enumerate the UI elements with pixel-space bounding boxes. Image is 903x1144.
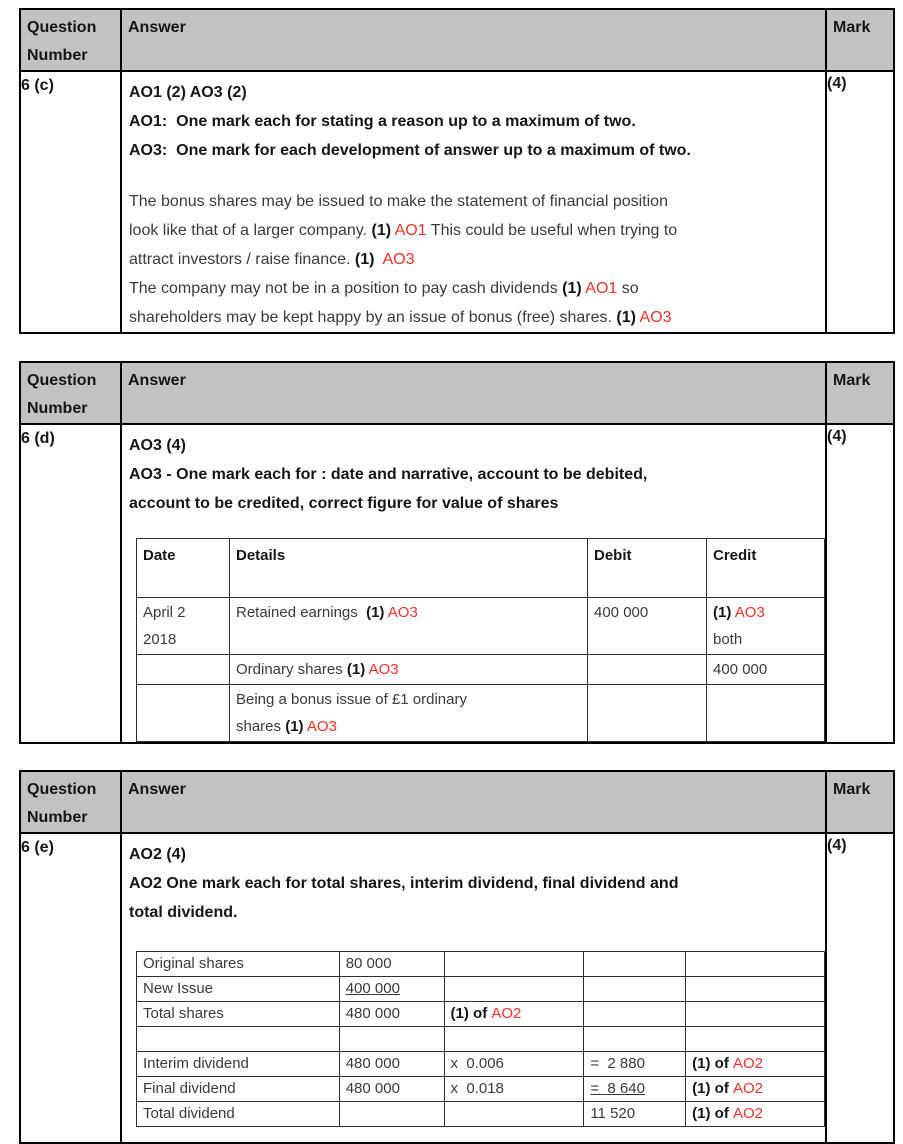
text-segment: The company may not be in a position to pay cash dividends bbox=[129, 280, 563, 297]
table-cell bbox=[137, 952, 340, 977]
table-cell bbox=[686, 1102, 825, 1127]
text-line bbox=[590, 1053, 679, 1074]
text-line bbox=[129, 274, 825, 303]
text-line bbox=[143, 1078, 333, 1099]
text-segment: (1) bbox=[346, 661, 366, 678]
text-line bbox=[236, 599, 581, 626]
text-segment: Retained earnings bbox=[236, 604, 367, 621]
table-cell bbox=[584, 1102, 686, 1127]
table-cell bbox=[588, 655, 707, 685]
text-line bbox=[713, 626, 818, 653]
text-segment: shares bbox=[236, 718, 286, 735]
text-segment: AO2 One mark each for total shares, interim dividend, final dividend and bbox=[129, 875, 679, 892]
text-segment: total dividend. bbox=[129, 904, 238, 921]
text-line bbox=[236, 713, 581, 740]
answer-cell-6e bbox=[121, 833, 826, 1143]
text-line bbox=[346, 1003, 438, 1024]
text-line bbox=[129, 869, 825, 898]
table-cell bbox=[137, 1102, 340, 1127]
answer-header: Answer bbox=[121, 9, 826, 71]
table-row bbox=[20, 424, 894, 743]
text-line bbox=[143, 626, 223, 653]
text-line bbox=[451, 1078, 578, 1099]
text-segment: Total dividend bbox=[143, 1105, 235, 1122]
text-line bbox=[346, 1053, 438, 1074]
text-segment: (1) of bbox=[692, 1105, 733, 1122]
text-segment: 80 000 bbox=[345, 955, 392, 972]
table-cell bbox=[339, 1002, 444, 1027]
table-cell bbox=[230, 685, 588, 742]
question-number-6c: 6 (c) bbox=[20, 71, 121, 333]
text-line bbox=[129, 460, 825, 489]
table-cell bbox=[588, 598, 707, 655]
table-cell bbox=[444, 1002, 584, 1027]
table-cell bbox=[339, 1077, 444, 1102]
text-segment: 2018 bbox=[143, 631, 177, 648]
text-segment: The bonus shares may be issued to make the statement of financial position bbox=[129, 193, 668, 210]
text-segment: Total shares bbox=[143, 1005, 224, 1022]
table-cell bbox=[584, 1052, 686, 1077]
table-cell bbox=[444, 1027, 584, 1052]
table-cell bbox=[230, 655, 588, 685]
text-segment: Original shares bbox=[143, 955, 244, 972]
text-segment: AO2 (4) bbox=[129, 846, 186, 863]
table-cell bbox=[339, 1052, 444, 1077]
text-line bbox=[129, 898, 825, 927]
table-cell bbox=[137, 598, 230, 655]
answer-content bbox=[122, 834, 825, 1127]
answer-header: Answer bbox=[121, 771, 826, 833]
text-segment: AO3 bbox=[387, 604, 418, 621]
text-segment: AO2 bbox=[491, 1005, 522, 1022]
text-segment: 11 520 bbox=[590, 1105, 636, 1122]
text-line bbox=[129, 136, 825, 165]
table-header-row bbox=[20, 771, 894, 833]
spacer bbox=[129, 518, 825, 538]
table-cell bbox=[444, 1102, 584, 1127]
inner-column-header: Date bbox=[137, 539, 230, 598]
table-cell bbox=[588, 685, 707, 742]
text-segment: attract investors / raise finance. bbox=[129, 251, 355, 268]
text-line bbox=[129, 303, 825, 332]
answer-table-6d bbox=[19, 361, 895, 744]
text-segment: look like that of a larger company. bbox=[129, 222, 372, 239]
table-cell bbox=[230, 598, 588, 655]
text-segment: AO1 bbox=[585, 280, 618, 297]
table-cell bbox=[686, 1052, 825, 1077]
text-segment: = 8 640 bbox=[590, 1080, 645, 1097]
table-cell bbox=[686, 977, 825, 1002]
text-segment: (1) bbox=[371, 222, 392, 239]
table-row bbox=[137, 1027, 825, 1052]
table-cell bbox=[137, 685, 230, 742]
text-segment: AO3 - One mark each for : date and narrative, account to be debited, bbox=[129, 466, 648, 483]
question-number-6e: 6 (e) bbox=[20, 833, 121, 1143]
text-line bbox=[129, 245, 825, 274]
text-segment: (1) bbox=[354, 251, 375, 268]
text-line bbox=[143, 978, 333, 999]
mark-header: Mark bbox=[826, 362, 894, 424]
mark-header: Mark bbox=[826, 9, 894, 71]
table-cell bbox=[584, 1027, 686, 1052]
text-segment: (1) bbox=[366, 604, 385, 621]
dividend-calculation-table bbox=[136, 951, 825, 1127]
table-row bbox=[137, 655, 825, 685]
text-line bbox=[451, 1053, 578, 1074]
text-line bbox=[129, 107, 825, 136]
table-cell bbox=[584, 1077, 686, 1102]
inner-column-header: Debit bbox=[588, 539, 707, 598]
answer-content bbox=[122, 425, 825, 742]
text-line bbox=[129, 78, 825, 107]
text-segment: (1) bbox=[562, 280, 582, 297]
table-header-row bbox=[20, 362, 894, 424]
table-row bbox=[137, 977, 825, 1002]
text-line bbox=[713, 656, 818, 683]
answer-cell-6d bbox=[121, 424, 826, 743]
text-segment: = 2 880 bbox=[590, 1055, 645, 1072]
table-row bbox=[20, 71, 894, 333]
text-segment: so bbox=[617, 280, 639, 297]
text-segment: AO1: One mark each for stating a reason up to a maximum of two. bbox=[129, 113, 636, 130]
text-segment: AO2 bbox=[733, 1080, 764, 1097]
text-line bbox=[451, 1003, 578, 1024]
text-segment: AO1 bbox=[394, 222, 427, 239]
text-segment: (1) bbox=[713, 604, 732, 621]
answer-header: Answer bbox=[121, 362, 826, 424]
table-cell bbox=[444, 977, 584, 1002]
mark-value-6c: (4) bbox=[826, 71, 894, 333]
text-segment: both bbox=[713, 631, 743, 648]
answer-table-6c bbox=[19, 8, 895, 334]
journal-entry-table bbox=[136, 538, 825, 742]
question-number-header: Question Number bbox=[20, 362, 121, 424]
text-segment: AO3: One mark for each development of answer up to a maximum of two. bbox=[129, 142, 691, 159]
text-line bbox=[346, 1078, 438, 1099]
table-cell bbox=[444, 1077, 584, 1102]
answer-content bbox=[122, 72, 825, 332]
text-segment: AO3 bbox=[306, 718, 337, 735]
spacer bbox=[129, 165, 825, 187]
text-segment: AO3 bbox=[639, 309, 672, 326]
text-line bbox=[594, 599, 700, 626]
text-segment: shareholders may be kept happy by an issue of bonus (free) shares. bbox=[129, 309, 617, 326]
question-number-header: Question Number bbox=[20, 771, 121, 833]
table-cell bbox=[339, 952, 444, 977]
text-segment: AO3 (4) bbox=[129, 437, 186, 454]
text-line bbox=[236, 656, 581, 683]
table-cell bbox=[584, 952, 686, 977]
text-line bbox=[590, 1078, 679, 1099]
table-header-row bbox=[20, 9, 894, 71]
text-line bbox=[143, 599, 223, 626]
text-segment: (1) bbox=[285, 718, 304, 735]
text-segment: AO3 bbox=[734, 604, 765, 621]
text-line bbox=[346, 978, 438, 999]
text-segment: 400 000 bbox=[594, 604, 649, 621]
table-row bbox=[137, 1052, 825, 1077]
text-line bbox=[129, 431, 825, 460]
answer-cell-6c bbox=[121, 71, 826, 333]
text-line bbox=[129, 840, 825, 869]
text-segment: Ordinary shares bbox=[236, 661, 347, 678]
text-line bbox=[143, 1053, 333, 1074]
table-cell bbox=[444, 1052, 584, 1077]
text-segment: (1) of bbox=[692, 1055, 733, 1072]
table-row bbox=[137, 1002, 825, 1027]
table-row bbox=[20, 833, 894, 1143]
spacer bbox=[129, 927, 825, 951]
text-segment: 400 000 bbox=[345, 980, 400, 997]
table-cell bbox=[686, 1027, 825, 1052]
text-segment: This could be useful when trying to bbox=[426, 222, 678, 239]
text-segment: AO2 bbox=[733, 1105, 764, 1122]
text-line bbox=[129, 187, 825, 216]
text-segment: 400 000 bbox=[713, 661, 768, 678]
table-cell bbox=[686, 952, 825, 977]
table-row bbox=[137, 1102, 825, 1127]
answer-table-6e bbox=[19, 770, 895, 1144]
table-cell bbox=[137, 1027, 340, 1052]
table-cell bbox=[707, 598, 825, 655]
text-segment: 480 000 bbox=[345, 1055, 400, 1072]
question-number-6d: 6 (d) bbox=[20, 424, 121, 743]
table-row bbox=[137, 685, 825, 742]
text-segment: April 2 bbox=[143, 604, 186, 621]
text-segment: x 0.006 bbox=[450, 1055, 504, 1072]
text-line bbox=[143, 953, 333, 974]
text-segment: 480 000 bbox=[345, 1005, 400, 1022]
text-segment: AO2 bbox=[733, 1055, 764, 1072]
table-cell bbox=[707, 685, 825, 742]
text-line bbox=[713, 599, 818, 626]
table-cell bbox=[444, 952, 584, 977]
table-cell bbox=[339, 1027, 444, 1052]
text-segment: account to be credited, correct figure for value of shares bbox=[129, 495, 559, 512]
text-line bbox=[692, 1053, 818, 1074]
text-segment: AO3 bbox=[368, 661, 399, 678]
text-segment: New Issue bbox=[143, 980, 214, 997]
text-line bbox=[143, 1103, 333, 1124]
text-segment: x 0.018 bbox=[450, 1080, 504, 1097]
text-segment: (1) of bbox=[450, 1005, 492, 1022]
text-line bbox=[236, 686, 581, 713]
inner-column-header: Details bbox=[230, 539, 588, 598]
inner-column-header: Credit bbox=[707, 539, 825, 598]
text-line bbox=[143, 1003, 333, 1024]
table-cell bbox=[707, 655, 825, 685]
text-line bbox=[129, 216, 825, 245]
table-cell bbox=[686, 1077, 825, 1102]
table-row bbox=[137, 598, 825, 655]
text-segment: AO3 bbox=[382, 251, 415, 268]
mark-value-6d: (4) bbox=[826, 424, 894, 743]
table-cell bbox=[137, 977, 340, 1002]
table-row bbox=[137, 952, 825, 977]
mark-header: Mark bbox=[826, 771, 894, 833]
text-segment: (1) bbox=[616, 309, 636, 326]
text-segment: Being a bonus issue of £1 ordinary bbox=[236, 691, 467, 708]
table-cell bbox=[584, 1002, 686, 1027]
table-cell bbox=[137, 1002, 340, 1027]
text-line bbox=[346, 953, 438, 974]
table-cell bbox=[339, 1102, 444, 1127]
text-segment: Interim dividend bbox=[143, 1055, 249, 1072]
table-cell bbox=[137, 1077, 340, 1102]
table-cell bbox=[339, 977, 444, 1002]
text-segment: AO1 (2) AO3 (2) bbox=[129, 84, 247, 101]
question-number-header: Question Number bbox=[20, 9, 121, 71]
table-row bbox=[137, 1077, 825, 1102]
table-cell bbox=[137, 1052, 340, 1077]
text-line bbox=[129, 489, 825, 518]
text-line bbox=[692, 1103, 818, 1124]
text-line bbox=[590, 1103, 679, 1124]
mark-value-6e: (4) bbox=[826, 833, 894, 1143]
text-segment: (1) of bbox=[692, 1080, 733, 1097]
table-cell bbox=[584, 977, 686, 1002]
text-segment: 480 000 bbox=[345, 1080, 400, 1097]
text-segment: Final dividend bbox=[143, 1080, 236, 1097]
table-cell bbox=[137, 655, 230, 685]
table-cell bbox=[686, 1002, 825, 1027]
text-line bbox=[692, 1078, 818, 1099]
